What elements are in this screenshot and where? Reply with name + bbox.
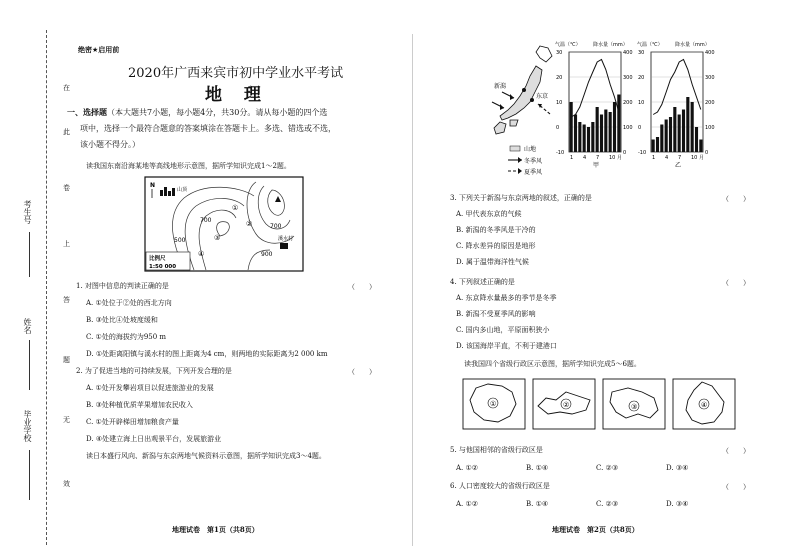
- seal-char-7: 效: [63, 480, 70, 488]
- precip-bar-a-10: [609, 112, 612, 152]
- q1-option-a[interactable]: A. ①处位于②处的西北方向: [86, 299, 172, 307]
- scale-title: 比例尺: [149, 256, 166, 262]
- x-tick-a-3: 10: [609, 155, 616, 161]
- town-building-icon: [164, 187, 167, 196]
- precip-bar-a-6: [591, 122, 594, 152]
- q6-option-a[interactable]: A. ①②: [456, 500, 479, 508]
- precip-bar-b-4: [665, 120, 668, 153]
- niigata-dot-icon: [522, 88, 526, 92]
- province-label-1: ①: [490, 400, 497, 408]
- intro-q3-4: 读日本盛行风向、新潟与东京两地气候资料示意图，据所学知识完成3～4题。: [86, 452, 326, 460]
- marker-2: ②: [246, 220, 253, 228]
- y-left-tick-a-0: 30: [556, 50, 563, 56]
- q2-option-a[interactable]: A. ①处开发攀岩项目以促进旅游业的发展: [86, 384, 214, 392]
- shikoku-shape: [510, 120, 518, 126]
- x-tick-b-3: 10: [691, 155, 698, 161]
- q5-option-b[interactable]: B. ①④: [526, 464, 549, 472]
- north-label: N: [150, 182, 156, 189]
- binding-line-school: [29, 450, 30, 500]
- contour-label-500: 500: [174, 237, 186, 244]
- y-right-tick-a-3: 100: [623, 125, 633, 131]
- legend-summit-label: 山顶: [177, 187, 188, 193]
- precip-bar-b-12: [699, 140, 702, 153]
- y-right-tick-a-2: 200: [623, 100, 633, 106]
- precip-bar-a-5: [587, 127, 590, 152]
- temp-axis-title-b: 气温（℃）: [637, 42, 663, 48]
- precip-bar-b-5: [669, 117, 672, 152]
- arrowhead-icon: [500, 104, 504, 110]
- precip-bar-a-8: [600, 115, 603, 153]
- q4-option-c[interactable]: C. 国内多山地，平原面积狭小: [456, 326, 550, 334]
- legend-summer-wind-label: 夏季风: [524, 169, 543, 176]
- q1-answer-paren[interactable]: （ ）: [348, 283, 376, 291]
- q6-option-d[interactable]: D. ③④: [666, 500, 689, 508]
- precip-axis-title-b: 降水量（mm）: [675, 42, 710, 48]
- legend-mountain-label: 山地: [524, 146, 537, 153]
- arrowhead-icon: [518, 168, 522, 174]
- precip-bar-a-3: [578, 122, 581, 152]
- precip-bar-a-1: [570, 102, 573, 152]
- x-tick-b-2: 7: [678, 155, 682, 161]
- section1-desc-2: 项中，选择一个最符合题意的答案填涂在答题卡上。多选、错选或不选，: [80, 124, 336, 133]
- climate-chart-a: [555, 40, 637, 172]
- village-label: 溪水村: [278, 236, 294, 242]
- precip-bar-b-6: [673, 107, 676, 152]
- province-1: [462, 378, 526, 430]
- x-tick-a-0: 1: [570, 155, 574, 161]
- y-left-tick-a-1: 20: [556, 75, 563, 81]
- x-tick-a-2: 7: [596, 155, 600, 161]
- secret-label: 绝密★启用前: [78, 46, 120, 54]
- q2-option-c[interactable]: C. ①处开辟梯田增加粮食产量: [86, 418, 179, 426]
- q2-option-d[interactable]: D. ④处建立海上日出观景平台，发展旅游业: [86, 435, 222, 443]
- tokyo-label: 东京: [536, 93, 549, 100]
- marker-1: ①: [232, 204, 239, 212]
- precip-bar-b-8: [682, 110, 685, 153]
- y-right-tick-b-3: 100: [705, 125, 715, 131]
- y-left-tick-a-4: -10: [556, 150, 565, 156]
- q4-option-b[interactable]: B. 新潟不受夏季风的影响: [456, 310, 536, 318]
- province-2: [532, 378, 596, 430]
- province-4: [672, 378, 736, 430]
- seal-char-5: 题: [63, 356, 70, 364]
- contour-label-700b: 700: [270, 223, 282, 230]
- precip-bar-b-1: [652, 140, 655, 153]
- x-tick-b-0: 1: [652, 155, 656, 161]
- kyushu-shape: [494, 122, 506, 134]
- climate-chart-b: [637, 40, 719, 172]
- province-3: [602, 378, 666, 430]
- village-square-icon: [280, 243, 288, 249]
- seal-char-4: 答: [63, 296, 70, 304]
- q3-answer-paren[interactable]: （ ）: [722, 195, 750, 203]
- q4-option-d[interactable]: D. 该国海岸平直，不利于建港口: [456, 342, 557, 350]
- binding-label-school: 毕业学校: [23, 410, 32, 442]
- q1-option-b[interactable]: B. ③处比④处坡度缓和: [86, 316, 158, 324]
- q3-stem: 3. 下列关于新潟与东京两地的叙述，正确的是: [450, 194, 592, 202]
- province-label-3: ③: [631, 403, 638, 411]
- y-left-tick-b-4: -10: [638, 150, 647, 156]
- contour-label-700: 700: [200, 217, 212, 224]
- town-building-icon: [168, 191, 171, 196]
- q5-stem: 5. 与他国相邻的省级行政区是: [450, 446, 543, 454]
- q1-option-d[interactable]: D. ①处距离阳镇与溪水村的图上距离为4 cm，则两地的实际距离为2 000 km: [86, 350, 328, 358]
- q4-stem: 4. 下列叙述正确的是: [450, 278, 515, 286]
- seal-char-2: 卷: [63, 184, 70, 192]
- y-right-tick-a-1: 300: [623, 75, 633, 81]
- scale-value: 1:50 000: [149, 264, 177, 270]
- precip-bar-a-2: [574, 115, 577, 153]
- y-left-tick-a-2: 10: [556, 100, 563, 106]
- q4-answer-paren[interactable]: （ ）: [722, 279, 750, 287]
- q5-option-c[interactable]: C. ②③: [596, 464, 619, 472]
- section1-heading: 一、选择题: [67, 107, 107, 117]
- x-tick-a-1: 4: [583, 155, 587, 161]
- q1-option-c[interactable]: C. ①处的海拔约为950 m: [86, 333, 167, 341]
- page2-footer: 地理试卷 第2页（共8页）: [552, 525, 639, 534]
- precip-bar-b-2: [656, 137, 659, 152]
- town-building-icon: [172, 188, 175, 196]
- q5-option-a[interactable]: A. ①②: [456, 464, 479, 472]
- precip-bar-a-4: [583, 125, 586, 153]
- exam-title: 2020年广西来宾市初中学业水平考试: [128, 66, 344, 81]
- y-right-tick-b-2: 200: [705, 100, 715, 106]
- precip-bar-a-7: [596, 107, 599, 152]
- y-right-tick-b-4: 0: [705, 150, 709, 156]
- y-right-tick-a-0: 400: [623, 50, 633, 56]
- section1-desc-3: 该小题不得分。）: [80, 140, 140, 149]
- page1-footer: 地理试卷 第1页（共8页）: [172, 525, 259, 534]
- y-right-tick-b-0: 400: [705, 50, 715, 56]
- q4-option-a[interactable]: A. 东京降水量最多的季节是冬季: [456, 294, 557, 302]
- x-unit-b: 月: [699, 155, 705, 161]
- q6-stem: 6. 人口密度较大的省级行政区是: [450, 482, 550, 490]
- binding-label-name: 姓名: [23, 318, 32, 334]
- arrowhead-icon: [518, 157, 522, 163]
- section1-desc-1: （本大题共7小题，每小题4分，共30分。请从每小题的四个选: [107, 108, 328, 117]
- binding-label-exam-number: 考生号: [23, 200, 32, 224]
- legend-mountain-swatch: [510, 146, 520, 151]
- q3-option-b[interactable]: B. 新潟的冬季风是干冷的: [456, 226, 536, 234]
- page-divider: [412, 34, 413, 546]
- y-left-tick-b-3: 0: [638, 125, 642, 131]
- precip-bar-b-7: [678, 115, 681, 153]
- q3-option-c[interactable]: C. 降水差异的原因是地形: [456, 242, 536, 250]
- temp-line-a: [571, 60, 619, 118]
- town-building-icon: [160, 190, 163, 196]
- contour-map: [144, 176, 304, 272]
- y-left-tick-b-1: 20: [638, 75, 645, 81]
- x-unit-a: 月: [617, 155, 623, 161]
- q3-option-a[interactable]: A. 甲代表东京的气候: [456, 210, 522, 218]
- precip-bar-b-11: [695, 127, 698, 152]
- q2-answer-paren[interactable]: （ ）: [348, 368, 376, 376]
- precip-bar-b-3: [660, 125, 663, 153]
- chart-name-b: 乙: [675, 162, 682, 169]
- section1-intro: [67, 108, 402, 118]
- seal-char-6: 无: [63, 416, 70, 424]
- seal-char-1: 此: [63, 128, 70, 136]
- x-tick-b-1: 4: [665, 155, 669, 161]
- marker-3: ③: [214, 234, 221, 242]
- q1-stem: 1. 对图中信息的判读正确的是: [76, 282, 169, 290]
- chart-name-a: 甲: [593, 162, 600, 169]
- seal-char-0: 在: [63, 84, 70, 92]
- precip-axis-title-a: 降水量（mm）: [593, 42, 628, 48]
- precip-bar-a-9: [604, 110, 607, 153]
- precip-bar-a-11: [613, 102, 616, 152]
- intro-q1-2: 读我国东南沿海某地等高线地形示意图，据所学知识完成1～2题。: [86, 162, 291, 170]
- q6-answer-paren[interactable]: （ ）: [722, 483, 750, 491]
- province-label-2: ②: [563, 401, 570, 409]
- niigata-label: 新潟: [494, 83, 507, 90]
- y-left-tick-b-0: 30: [638, 50, 645, 56]
- subject-title: 地 理: [205, 85, 269, 105]
- binding-dashed-line: [46, 30, 47, 545]
- q3-option-d[interactable]: D. 属于温带海洋性气候: [456, 258, 529, 266]
- y-right-tick-b-1: 300: [705, 75, 715, 81]
- q6-option-b[interactable]: B. ①④: [526, 500, 549, 508]
- y-left-tick-a-3: 0: [556, 125, 560, 131]
- q5-option-d[interactable]: D. ③④: [666, 464, 689, 472]
- q2-stem: 2. 为了促进当地的可持续发展，下列开发合理的是: [76, 367, 232, 375]
- marker-4: ④: [198, 250, 205, 258]
- q6-option-c[interactable]: C. ②③: [596, 500, 619, 508]
- q2-option-b[interactable]: B. ③处种植优质苹果增加农民收入: [86, 401, 193, 409]
- intro-q5-6: 读我国四个省级行政区示意图，据所学知识完成5～6题。: [464, 360, 641, 368]
- precip-bar-b-10: [691, 102, 694, 152]
- arrowhead-icon: [510, 94, 514, 100]
- precip-bar-b-9: [686, 97, 689, 152]
- q5-answer-paren[interactable]: （ ）: [722, 447, 750, 455]
- tokyo-dot-icon: [530, 98, 534, 102]
- binding-line-exam-number: [29, 232, 30, 277]
- hokkaido-shape: [536, 46, 552, 62]
- y-right-tick-a-4: 0: [623, 150, 627, 156]
- y-left-tick-b-2: 10: [638, 100, 645, 106]
- binding-line-name: [29, 340, 30, 390]
- contour-label-900: 900: [261, 251, 273, 258]
- precip-bar-a-12: [617, 95, 620, 153]
- japan-map: [480, 42, 566, 176]
- legend-winter-wind-label: 冬季风: [524, 158, 543, 165]
- temp-axis-title-a: 气温（℃）: [555, 42, 581, 48]
- province-label-4: ④: [701, 401, 708, 409]
- seal-char-3: 上: [63, 240, 70, 248]
